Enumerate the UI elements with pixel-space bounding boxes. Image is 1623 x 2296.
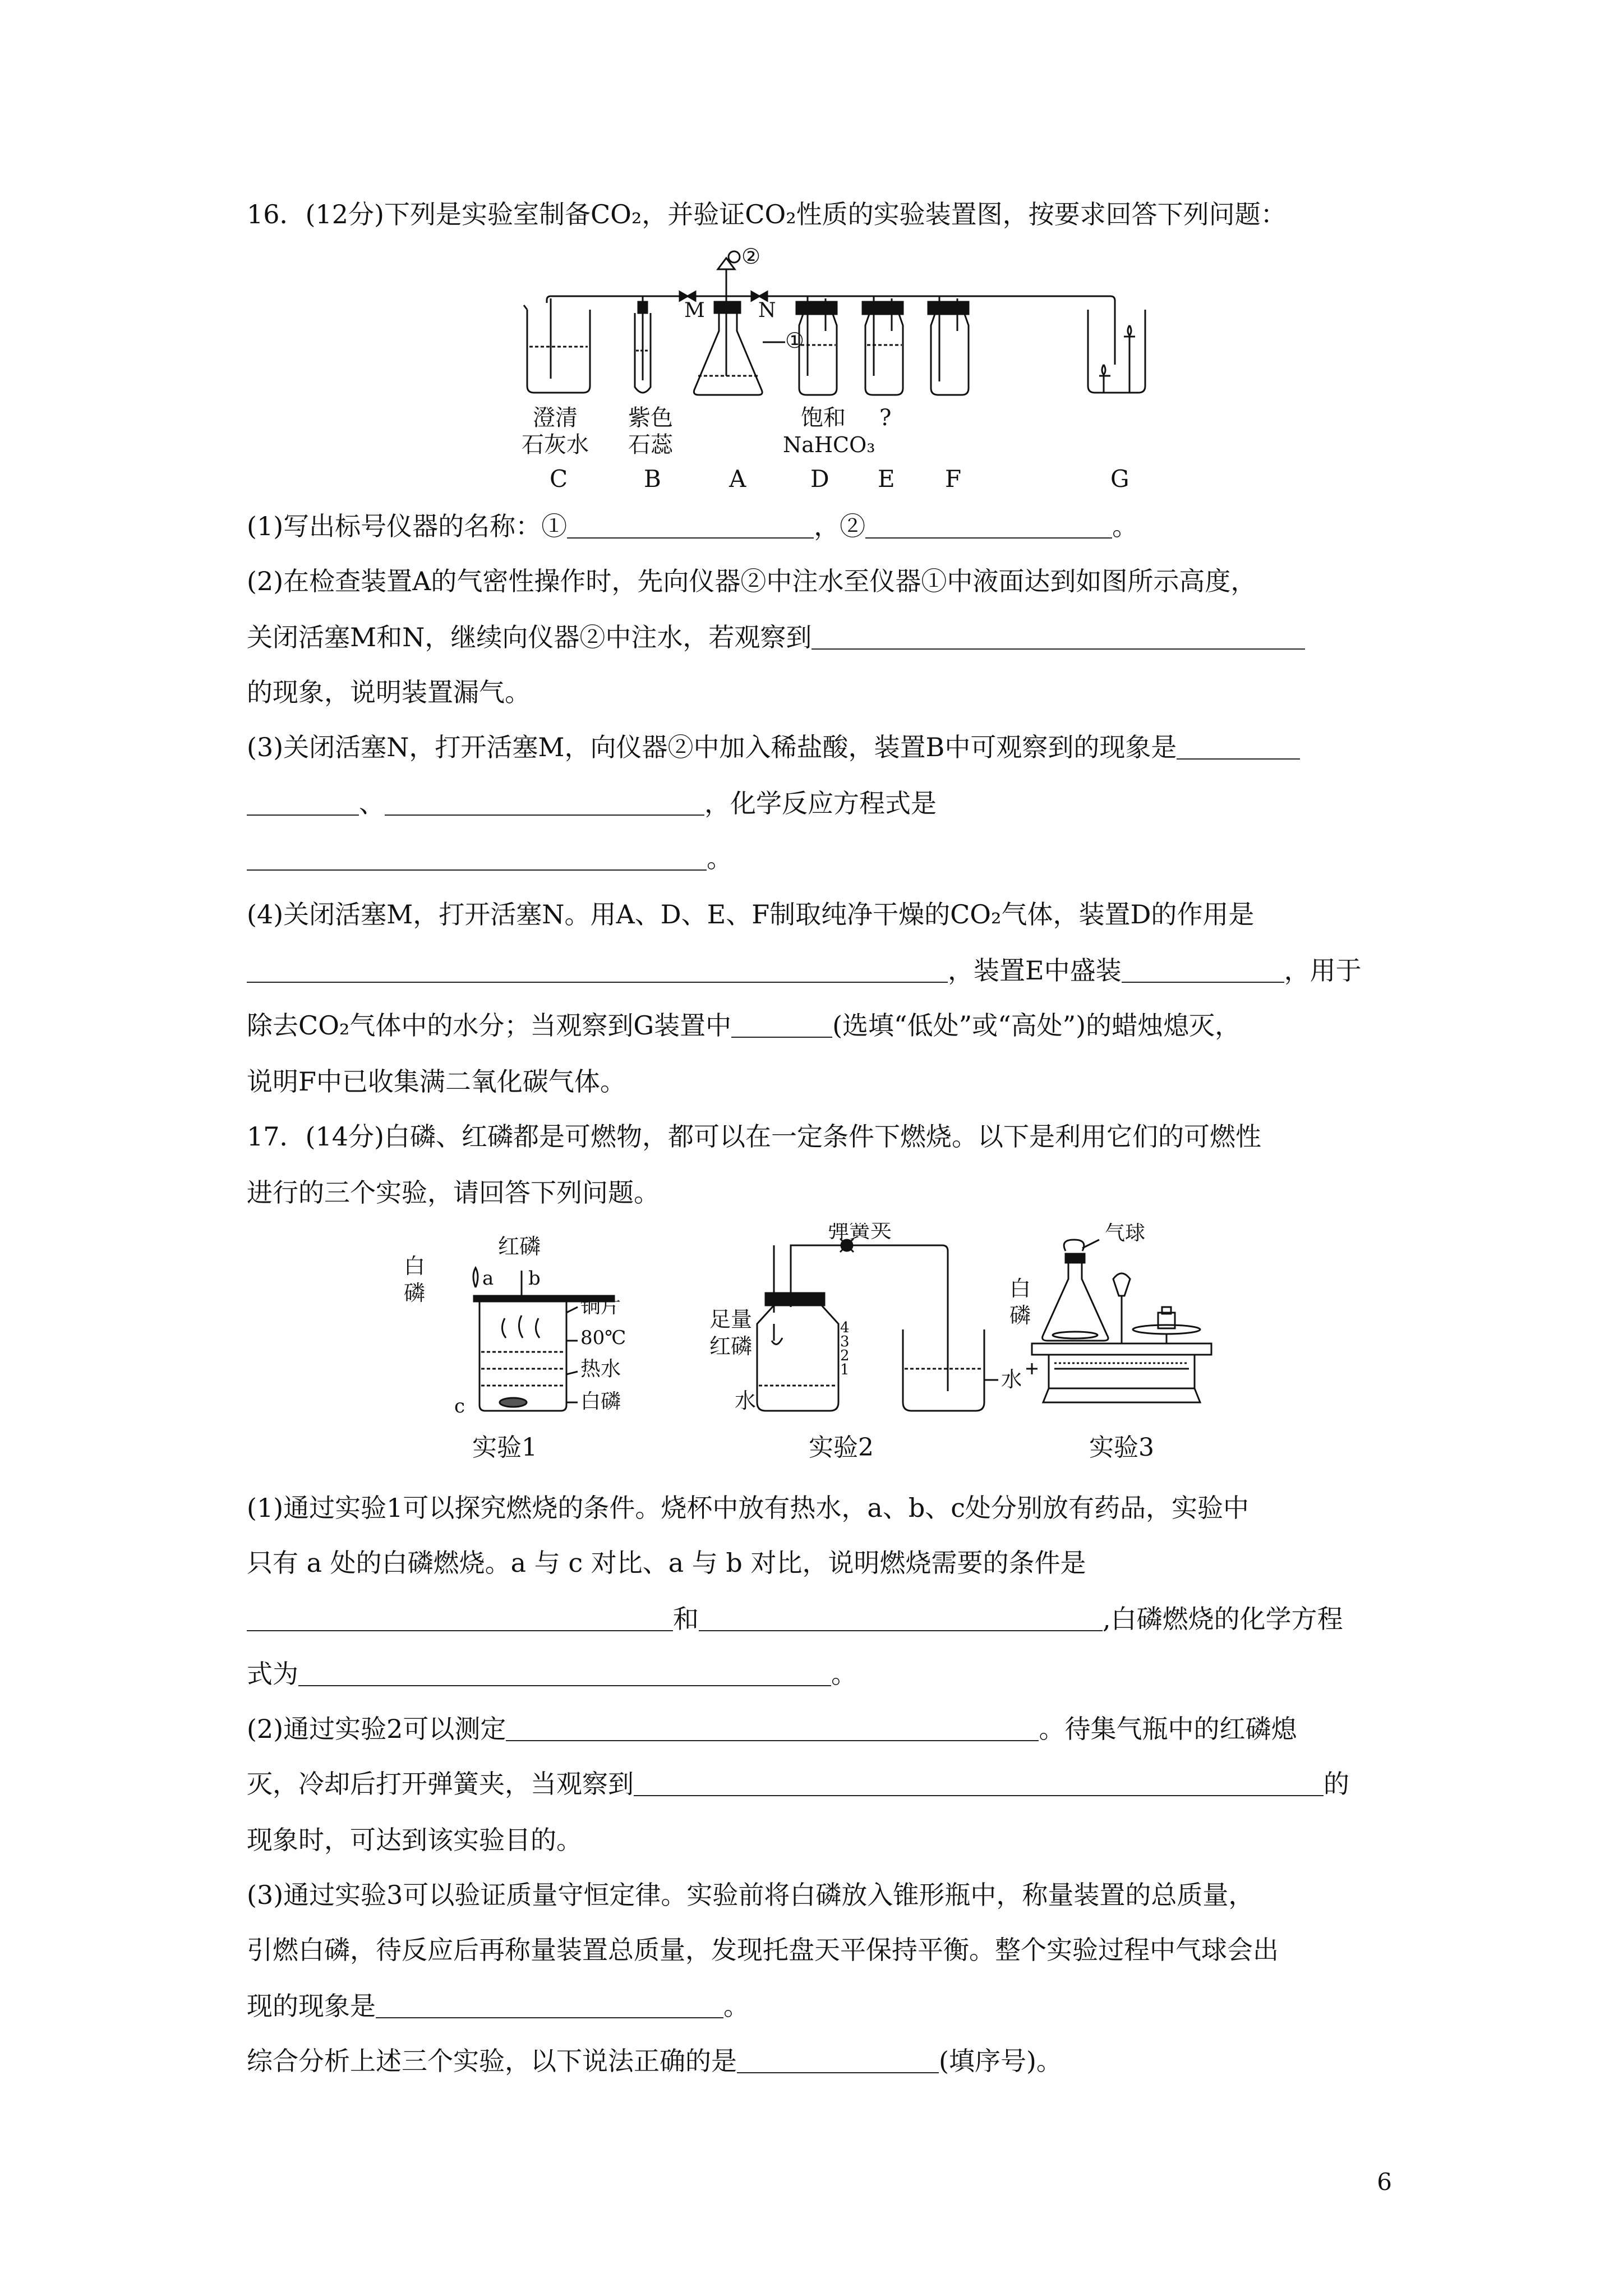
exp1-white-p-label-2: 磷 (404, 1281, 426, 1305)
exp2-mark-1: 1 (840, 1361, 850, 1378)
q16-part3-text-1: (3)关闭活塞N，打开活塞M，向仪器②中加入稀盐酸，装置B中可观察到的现象是 (247, 732, 1177, 762)
q16-stem (247, 197, 1391, 231)
letter-b: B (644, 465, 661, 493)
q17-stem-line1 (247, 1120, 1391, 1153)
q16-part3-text-3: 。 (707, 843, 732, 873)
flask-1-label: ① (785, 328, 805, 353)
experiment-2-figure (662, 1223, 1021, 1425)
experiment-1-diagram (404, 1234, 628, 1425)
q17-part2-text-1b: 。待集气瓶中的红磷熄 (1039, 1714, 1297, 1744)
exp1-temp-label: 80℃ (580, 1327, 626, 1349)
q17-part1-line3 (247, 1602, 1391, 1636)
q17-stem-text-2: 进行的三个实验，请回答下列问题。 (247, 1177, 660, 1208)
q16-part4-line1 (247, 898, 1391, 931)
q16-part2-text-1: (2)在检查装置A的气密性操作时，先向仪器②中注水至仪器①中液面达到如图所示高度， (247, 566, 1257, 596)
exp2-red-p-label-1: 足量 (709, 1307, 753, 1332)
q17-part4-text-a: 综合分析上述三个实验，以下说法正确的是 (247, 2046, 737, 2076)
beaker-c-label-1: 澄清 (533, 405, 578, 431)
experiment-3-caption: 实验3 (1089, 1433, 1154, 1462)
q17-part3-line2 (247, 1933, 1391, 1967)
blank-condition-2[interactable] (699, 1605, 1103, 1631)
blank-balloon-phenomenon[interactable] (376, 1993, 723, 2018)
blank-candle-position[interactable] (731, 1012, 832, 1038)
letter-f: F (945, 465, 962, 493)
exp3-white-p-label-1: 白 (1009, 1276, 1031, 1301)
exp1-white-p-label-1: 白 (404, 1254, 426, 1278)
q16-part2-line1 (247, 564, 1391, 598)
q17-part3-text-1: (3)通过实验3可以验证质量守恒定律。实验前将白磷放入锥形瓶中，称量装置的总质量， (247, 1880, 1255, 1910)
q16-part2-line2 (247, 620, 1391, 654)
co2-apparatus-diagram (516, 247, 1150, 494)
page-number: 6 (1377, 2168, 1392, 2196)
bottle-e-question: ? (879, 405, 892, 431)
q17-part1-text-2: 只有 a 处的白磷燃烧。a 与 c 对比、a 与 b 对比，说明燃烧需要的条件是 (247, 1548, 1086, 1578)
experiment-3-figure (1009, 1223, 1234, 1425)
experiment-1-caption: 实验1 (472, 1433, 537, 1462)
exp2-mark-2: 2 (840, 1347, 850, 1364)
q17-part2-text-3: 现象时，可达到该实验目的。 (247, 1825, 582, 1855)
q17-part2-line3 (247, 1823, 1391, 1857)
q17-part1-text-4a: 式为 (247, 1659, 298, 1689)
q17-part2-text-2a: 灭，冷却后打开弹簧夹，当观察到 (247, 1769, 634, 1799)
q16-part2-text-3: 的现象，说明装置漏气。 (247, 677, 531, 707)
blank-b-phenomenon-1b[interactable] (247, 790, 359, 816)
q16-part4-text-2b: ，用于 (1284, 955, 1362, 986)
experiment-1-figure (404, 1234, 628, 1425)
exp2-water-left-label: 水 (735, 1388, 757, 1413)
q16-part4-line2 (247, 954, 1391, 987)
letter-e: E (878, 465, 895, 493)
blank-b-phenomenon-2[interactable] (385, 790, 704, 816)
bottle-d-label-2: NaHCO₃ (783, 432, 875, 457)
blank-white-p-equation[interactable] (298, 1660, 831, 1686)
q16-part2-line3 (247, 675, 1391, 709)
exp3-balloon-label: 气球 (1105, 1223, 1146, 1245)
q17-part2-line2 (247, 1767, 1391, 1801)
q17-part2-text-2b: 的 (1324, 1769, 1349, 1799)
q16-part4-line3 (247, 1009, 1391, 1042)
blank-correct-statements[interactable] (737, 2047, 939, 2073)
q16-part3-line1 (247, 730, 1391, 764)
exp2-mark-3: 3 (840, 1333, 850, 1350)
q16-part4-text-3a: 除去CO₂气体中的水分；当观察到G装置中 (247, 1010, 732, 1041)
q17-part1-text-4b: 。 (831, 1659, 857, 1689)
q16-part1-text-a: (1)写出标号仪器的名称：① (247, 511, 568, 541)
exp3-white-p-label-2: 磷 (1009, 1303, 1031, 1328)
q17-part1-line4 (247, 1657, 1391, 1691)
q16-part4-text-3b: (选填“低处”或“高处”)的蜡烛熄灭， (832, 1010, 1241, 1041)
q16-part4-text-2a: ，装置E中盛装 (948, 955, 1122, 986)
q16-part1 (247, 509, 1391, 543)
valve-n-label: N (758, 299, 776, 322)
exp1-hot-water-label: 热水 (580, 1358, 621, 1381)
q17-part1-text-3b: ,白磷燃烧的化学方程 (1103, 1604, 1343, 1634)
experiment-2-caption: 实验2 (809, 1433, 874, 1462)
exp1-a-label: a (482, 1267, 494, 1290)
exp1-red-p-label: 红磷 (498, 1234, 541, 1259)
blank-e-content[interactable] (1122, 957, 1284, 983)
blank-instrument-2[interactable] (865, 513, 1112, 539)
q17-part3-text-3b: 。 (723, 1991, 749, 2021)
q17-part1-text-1: (1)通过实验1可以探究燃烧的条件。烧杯中放有热水，a、b、c处分别放有药品，实验中 (247, 1493, 1249, 1523)
q17-part4-line (247, 2044, 1391, 2078)
q16-part3-line3 (247, 841, 1391, 875)
bottle-d-label-1: 饱和 (801, 405, 846, 431)
q17-part1-line1 (247, 1491, 1391, 1525)
q16-stem-text: 16．(12分)下列是实验室制备CO₂，并验证CO₂性质的实验装置图，按要求回答下列问题： (247, 199, 1287, 229)
q16-part3-text-2b: ，化学反应方程式是 (704, 788, 937, 818)
q17-part2-line1 (247, 1712, 1391, 1746)
q17-part4-text-b: (填序号)。 (939, 2046, 1062, 2076)
q17-stem-line2 (247, 1176, 1391, 1209)
blank-observe-phenomenon[interactable] (634, 1770, 1324, 1796)
funnel-2-label: ② (741, 247, 761, 269)
q16-part2-text-2: 关闭活塞M和N，继续向仪器②中注水，若观察到 (247, 622, 812, 652)
letter-g: G (1110, 465, 1129, 493)
q16-part1-text-c: 。 (1112, 511, 1138, 541)
blank-equation-b[interactable] (247, 845, 707, 871)
blank-condition-1[interactable] (247, 1605, 673, 1631)
blank-d-function[interactable] (247, 957, 948, 983)
tube-b-label-1: 紫色 (628, 405, 673, 431)
q16-part1-text-b: ，② (814, 511, 866, 541)
blank-measure-target[interactable] (506, 1715, 1039, 1741)
exp2-mark-4: 4 (840, 1319, 850, 1336)
q17-part3-line3 (247, 1989, 1391, 2023)
exp1-copper-label: 铜片 (580, 1295, 621, 1318)
q17-part2-text-1a: (2)通过实验2可以测定 (247, 1714, 506, 1744)
exp1-white-p-c-label: 白磷 (580, 1390, 621, 1413)
exp2-red-p-label-2: 红磷 (709, 1334, 753, 1359)
co2-apparatus-figure (516, 247, 1150, 494)
exp2-water-right-label: 水 (1001, 1367, 1021, 1392)
q16-part4-line4 (247, 1065, 1391, 1098)
letter-a: A (729, 465, 746, 493)
q16-part4-text-4: 说明F中已收集满二氧化碳气体。 (247, 1066, 626, 1097)
valve-m-label: M (684, 299, 705, 322)
q16-part4-text-1: (4)关闭活塞M，打开活塞N。用A、D、E、F制取纯净干燥的CO₂气体，装置D的作用是 (247, 899, 1255, 930)
exp2-clamp-label: 弹簧夹 (828, 1223, 892, 1243)
q17-part3-text-3a: 现的现象是 (247, 1991, 376, 2021)
q17-part3-text-2: 引燃白磷，待反应后再称量装置总质量，发现托盘天平保持平衡。整个实验过程中气球会出 (247, 1935, 1279, 1965)
q16-part3-line2 (247, 786, 1391, 820)
q16-part3-text-2a: 、 (359, 788, 385, 818)
experiment-3-diagram (1009, 1223, 1234, 1425)
q17-part1-text-3a: 和 (673, 1604, 699, 1634)
beaker-c-label-2: 石灰水 (522, 432, 589, 458)
blank-b-phenomenon-1a[interactable] (1177, 734, 1300, 760)
q17-part3-line1 (247, 1878, 1391, 1912)
q17-part1-line2 (247, 1546, 1391, 1580)
letter-c: C (550, 465, 568, 493)
exp1-b-label: b (528, 1267, 541, 1290)
blank-leak-phenomenon[interactable] (811, 624, 1305, 650)
experiment-2-diagram (662, 1223, 1021, 1425)
q17-stem-text-1: 17．(14分)白磷、红磷都是可燃物，都可以在一定条件下燃烧。以下是利用它们的可燃性 (247, 1121, 1261, 1152)
exp1-c-label: c (454, 1395, 465, 1418)
tube-b-label-2: 石蕊 (628, 432, 673, 458)
blank-instrument-1[interactable] (567, 513, 814, 539)
letter-d: D (810, 465, 829, 493)
